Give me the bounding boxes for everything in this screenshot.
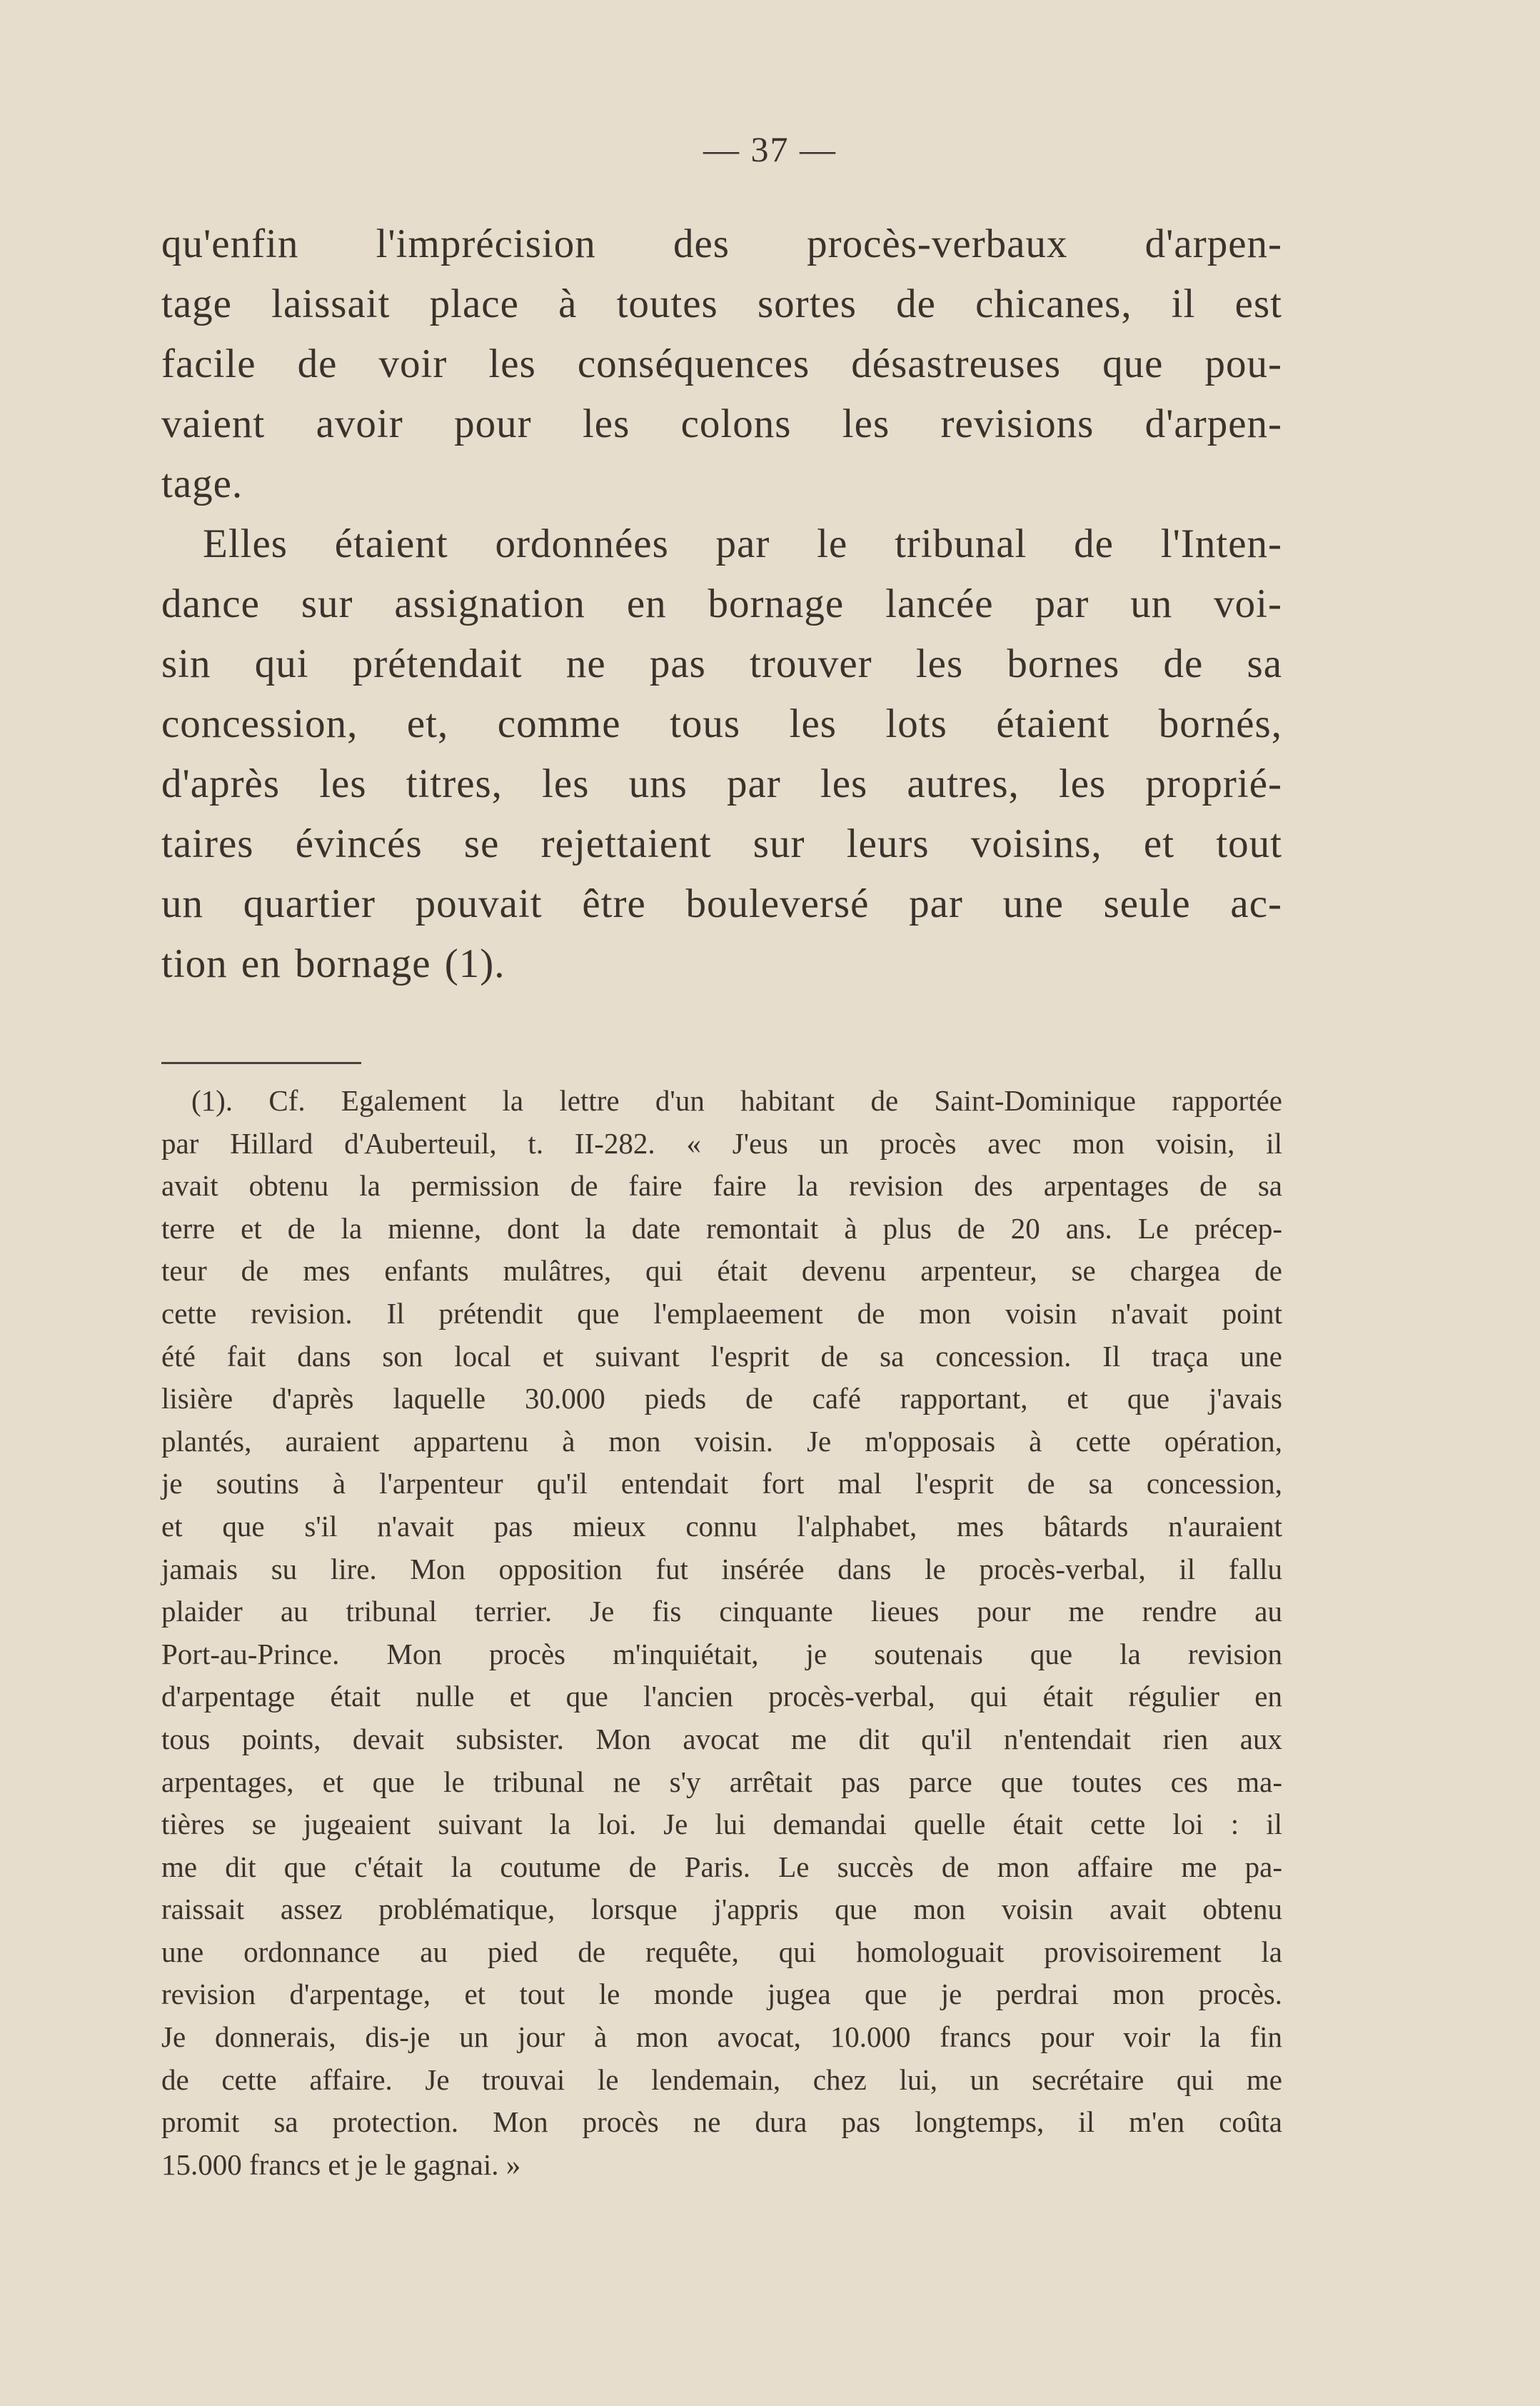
footnote-line: été fait dans son local et suivant l'esprit de sa concession. Il traça une	[161, 1339, 1282, 1373]
text-line: Elles étaient ordonnées par le tribunal de l'Inten-	[203, 521, 1282, 566]
text-line: taires évincés se rejettaient sur leurs voisins, et tout	[161, 821, 1282, 866]
footnote-line: et que s'il n'avait pas mieux connu l'alphabet, mes bâtards n'auraient	[161, 1509, 1282, 1543]
text-line: un quartier pouvait être bouleversé par une seule ac-	[161, 881, 1282, 926]
footnote-line: de cette affaire. Je trouvai le lendemain, chez lui, un secrétaire qui me	[161, 2062, 1282, 2096]
footnote-line: (1). Cf. Egalement la lettre d'un habitant de Saint-Dominique rapportée	[191, 1084, 1282, 1117]
footnote-separator	[161, 1062, 361, 1064]
text-line: tion en bornage (1).	[161, 941, 505, 986]
footnote-line: Je donnerais, dis-je un jour à mon avocat, 10.000 francs pour voir la fin	[161, 2020, 1282, 2054]
footnote-line: revision d'arpentage, et tout le monde jugea que je perdrai mon procès.	[161, 1978, 1282, 2011]
footnote-line: lisière d'après laquelle 30.000 pieds de café rapportant, et que j'avais	[161, 1382, 1282, 1415]
footnote-line: teur de mes enfants mulâtres, qui était devenu arpenteur, se chargea de	[161, 1254, 1282, 1288]
footnote-line: une ordonnance au pied de requête, qui homologuait provisoirement la	[161, 1935, 1282, 1968]
footnote-line: plaider au tribunal terrier. Je fis cinquante lieues pour me rendre au	[161, 1595, 1282, 1628]
footnote-line: promit sa protection. Mon procès ne dura pas longtemps, il m'en coûta	[161, 2105, 1282, 2139]
footnote-line: terre et de la mienne, dont la date remontait à plus de 20 ans. Le précep-	[161, 1211, 1282, 1245]
footnote-line: jamais su lire. Mon opposition fut insérée dans le procès-verbal, il fallu	[161, 1552, 1282, 1585]
footnote	[161, 1080, 1282, 2186]
footnote-line: par Hillard d'Auberteuil, t. II-282. « J'eus un procès avec mon voisin, il	[161, 1126, 1282, 1160]
text-line: vaient avoir pour les colons les revisions d'arpen-	[161, 401, 1282, 446]
text-line: qu'enfin l'imprécision des procès-verbaux d'arpen-	[161, 221, 1282, 266]
footnote-line: avait obtenu la permission de faire faire la revision des arpentages de sa	[161, 1169, 1282, 1203]
page-number: — 37 —	[703, 129, 837, 169]
text-line: concession, et, comme tous les lots étaient bornés,	[161, 701, 1282, 746]
footnote-line: plantés, auraient appartenu à mon voisin. Je m'opposais à cette opération,	[161, 1424, 1282, 1458]
footnote-line: tous points, devait subsister. Mon avocat me dit qu'il n'entendait rien aux	[161, 1722, 1282, 1755]
footnote-line: me dit que c'était la coutume de Paris. Le succès de mon affaire me pa-	[161, 1850, 1282, 1883]
footnote-line: 15.000 francs et je le gagnai. »	[161, 2147, 521, 2181]
text-line: d'après les titres, les uns par les autres, les proprié-	[161, 761, 1282, 806]
footnote-line: Port-au-Prince. Mon procès m'inquiétait, je soutenais que la revision	[161, 1637, 1282, 1670]
main-text	[161, 214, 1282, 994]
text-line: tage.	[161, 461, 243, 506]
footnote-line: raissait assez problématique, lorsque j'appris que mon voisin avait obtenu	[161, 1893, 1282, 1926]
footnote-line: arpentages, et que le tribunal ne s'y arrêtait pas parce que toutes ces ma-	[161, 1765, 1282, 1798]
text-line: dance sur assignation en bornage lancée par un voi-	[161, 581, 1282, 626]
footnote-line: cette revision. Il prétendit que l'emplaeement de mon voisin n'avait point	[161, 1296, 1282, 1330]
footnote-line: tières se jugeaient suivant la loi. Je lui demandai quelle était cette loi : il	[161, 1808, 1282, 1841]
text-line: tage laissait place à toutes sortes de chicanes, il est	[161, 281, 1282, 326]
text-line: facile de voir les conséquences désastreuses que pou-	[161, 341, 1282, 386]
text-line: sin qui prétendait ne pas trouver les bornes de sa	[161, 641, 1282, 686]
footnote-line: je soutins à l'arpenteur qu'il entendait fort mal l'esprit de sa concession,	[161, 1467, 1282, 1500]
footnote-line: d'arpentage était nulle et que l'ancien procès-verbal, qui était régulier en	[161, 1680, 1282, 1713]
